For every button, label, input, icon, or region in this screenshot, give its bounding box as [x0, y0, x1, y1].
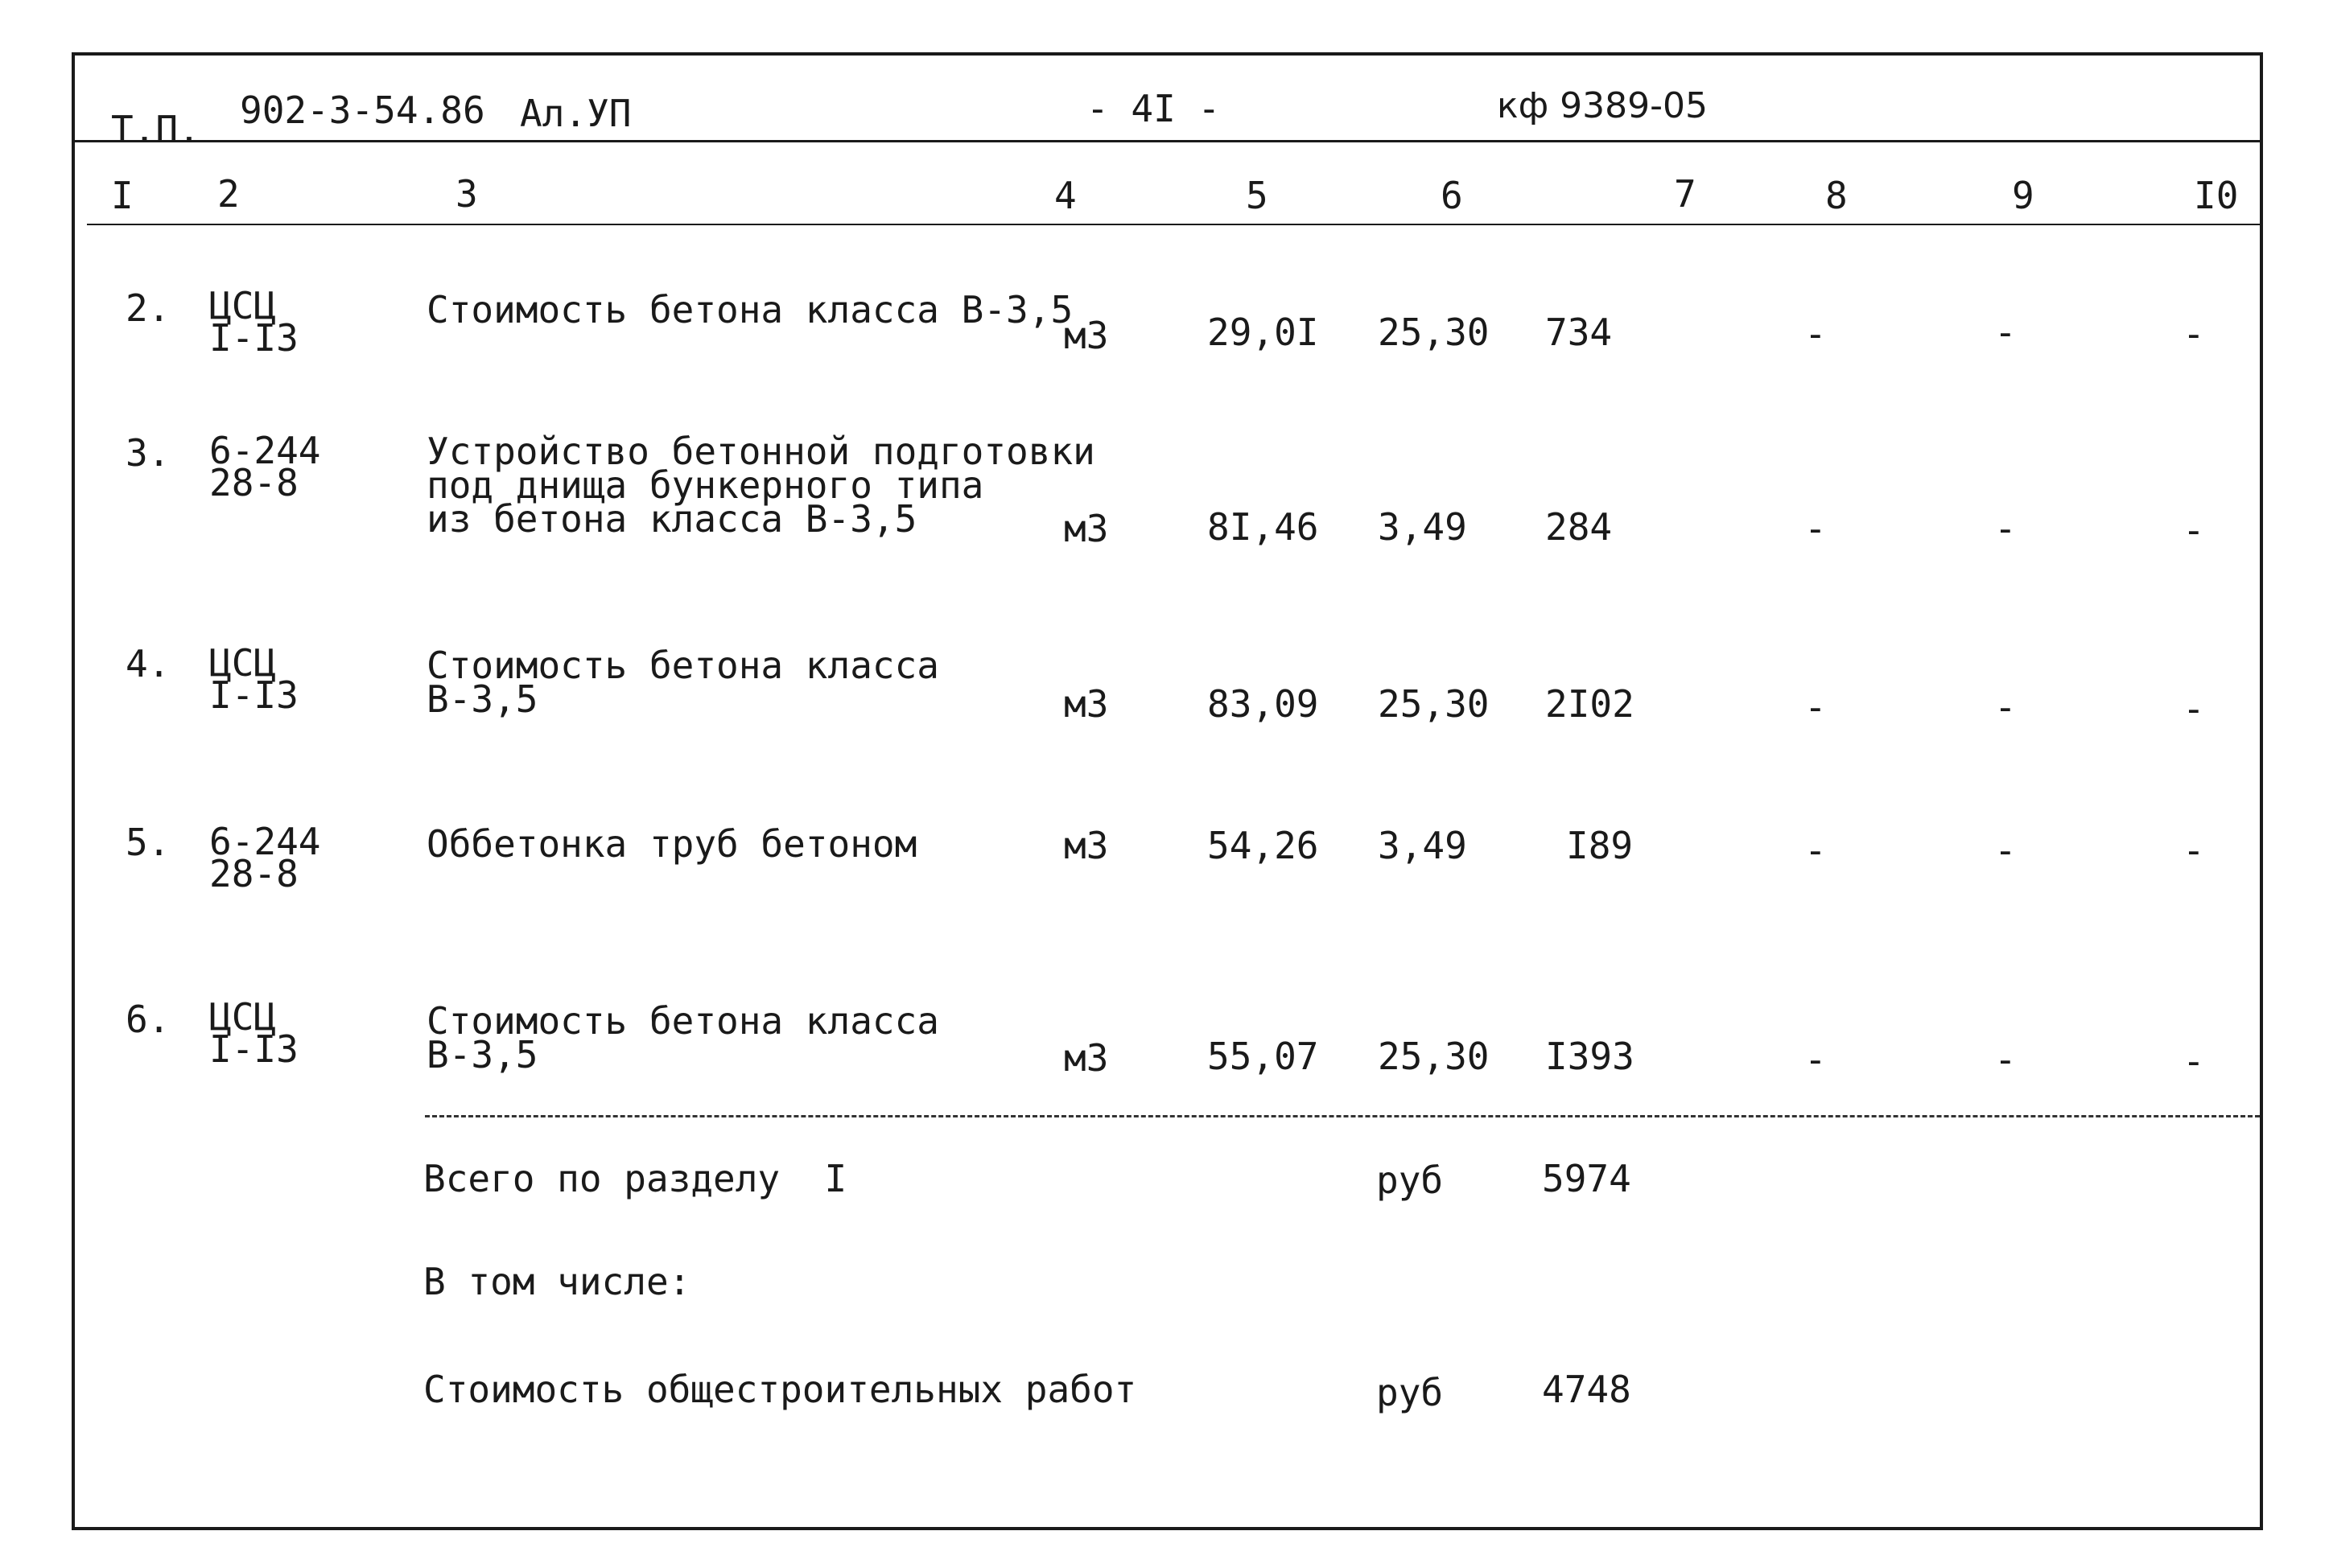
row-description: Оббетонка труб бетоном — [427, 822, 917, 866]
row-description: Стоимость бетона класса В-3,5 — [427, 288, 1074, 331]
row-col10: - — [2183, 312, 2205, 356]
row-number: 4. — [126, 642, 171, 685]
row-code: 6-244 28-8 — [209, 429, 321, 504]
row-number: 2. — [126, 286, 171, 330]
column-number-2: 2 — [217, 172, 240, 216]
row-col10: - — [2183, 687, 2205, 730]
row-unit: м3 — [1064, 507, 1109, 550]
row-unit-price: 25,30 — [1378, 311, 1490, 354]
column-number-10: I0 — [2194, 174, 2239, 217]
document-sheet — [72, 52, 2263, 1530]
including-label: В том числе: — [423, 1260, 691, 1303]
row-col9: - — [1994, 311, 2017, 354]
row-unit: м3 — [1064, 824, 1109, 867]
row-code: 6-244 28-8 — [209, 820, 321, 895]
row-col9: - — [1994, 1038, 2017, 1081]
row-col8: - — [1804, 312, 1827, 356]
row-col9: - — [1994, 507, 2017, 550]
column-number-3: 3 — [455, 172, 478, 216]
row-code: ЦСЦ I-I3 — [209, 284, 299, 360]
row-col10: - — [2183, 829, 2205, 872]
column-number-6: 6 — [1441, 174, 1463, 217]
row-number: 6. — [126, 998, 171, 1041]
general-works-value: 4748 — [1542, 1368, 1631, 1411]
row-unit: м3 — [1064, 314, 1109, 357]
column-header-divider — [87, 224, 2260, 225]
row-unit-price: 25,30 — [1378, 1035, 1490, 1078]
general-works-label: Стоимость общестроительных работ — [423, 1368, 1137, 1411]
row-total: I393 — [1545, 1035, 1634, 1078]
row-col10: - — [2183, 1039, 2205, 1083]
column-number-5: 5 — [1246, 174, 1268, 217]
row-unit-price: 3,49 — [1378, 824, 1467, 867]
section-total-value: 5974 — [1542, 1157, 1631, 1200]
row-number: 3. — [126, 431, 171, 475]
column-number-7: 7 — [1674, 172, 1696, 216]
row-code: ЦСЦ I-I3 — [209, 641, 299, 717]
row-col8: - — [1804, 829, 1827, 872]
header-divider — [75, 140, 2260, 142]
row-total: I89 — [1566, 824, 1634, 867]
column-number-8: 8 — [1825, 174, 1848, 217]
header-project: 902-3-54.86 — [240, 88, 485, 132]
row-col9: - — [1994, 829, 2017, 872]
page-number: - 4I - — [1086, 87, 1221, 130]
row-col10: - — [2183, 508, 2205, 552]
row-col8: - — [1804, 685, 1827, 729]
header-prefix: Т.П. — [111, 108, 200, 151]
row-unit: м3 — [1064, 682, 1109, 726]
row-quantity: 54,26 — [1207, 824, 1319, 867]
row-unit: м3 — [1064, 1036, 1109, 1080]
row-quantity: 8I,46 — [1207, 505, 1319, 549]
row-total: 284 — [1545, 505, 1613, 549]
column-number-1: I — [111, 174, 134, 217]
row-description: Стоимость бетона класса В-3,5 — [427, 644, 939, 721]
row-col8: - — [1804, 507, 1827, 550]
row-quantity: 55,07 — [1207, 1035, 1319, 1078]
header-code: кф 9389-05 — [1497, 85, 1709, 126]
column-number-4: 4 — [1054, 174, 1077, 217]
row-total: 734 — [1545, 311, 1613, 354]
row-quantity: 29,0I — [1207, 311, 1319, 354]
row-unit-price: 25,30 — [1378, 682, 1490, 726]
row-unit-price: 3,49 — [1378, 505, 1467, 549]
row-quantity: 83,09 — [1207, 682, 1319, 726]
header-album: Ал.УП — [520, 92, 632, 135]
row-col8: - — [1804, 1038, 1827, 1081]
row-description: Устройство бетонной подготовки под днища бункерного типа из бетона класса В-3,5 — [427, 430, 1095, 541]
general-works-unit: руб — [1376, 1371, 1444, 1414]
section-total-unit: руб — [1376, 1159, 1444, 1202]
row-total: 2I02 — [1545, 682, 1634, 726]
row-code: ЦСЦ I-I3 — [209, 995, 299, 1071]
summary-divider — [425, 1115, 2260, 1117]
row-number: 5. — [126, 821, 171, 864]
row-description: Стоимость бетона класса В-3,5 — [427, 999, 939, 1076]
row-col9: - — [1994, 685, 2017, 729]
column-number-9: 9 — [2012, 174, 2034, 217]
section-total-label: Всего по разделу I — [423, 1157, 847, 1200]
